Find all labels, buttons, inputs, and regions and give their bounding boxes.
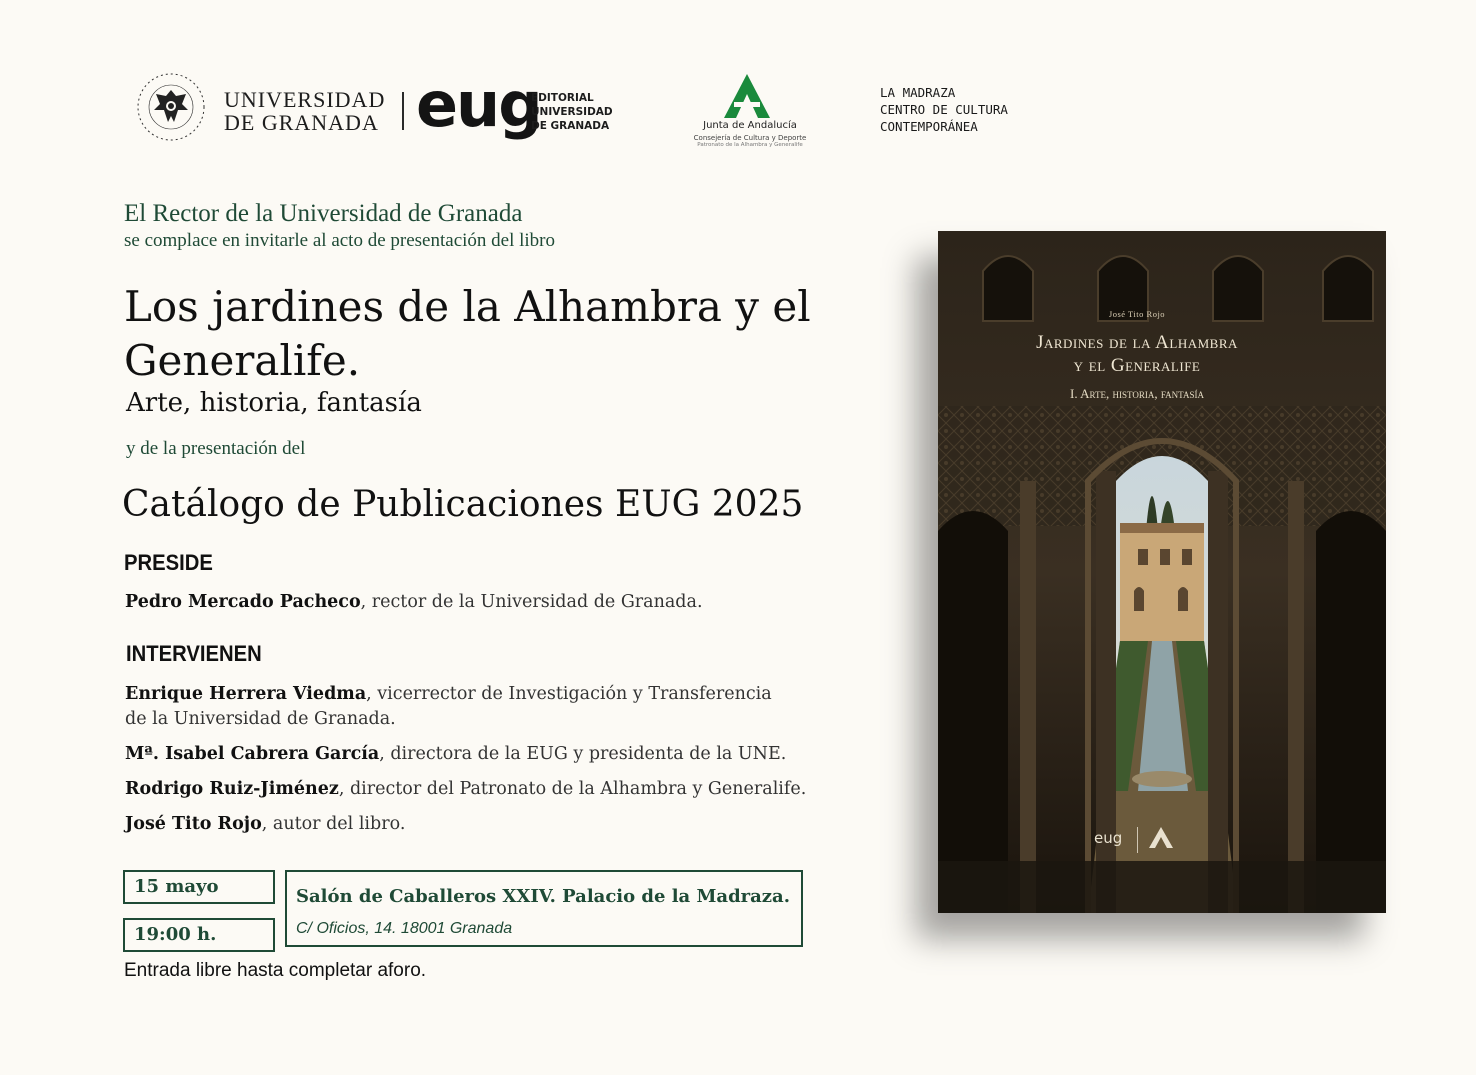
- person-name: Rodrigo Ruiz-Jiménez: [125, 779, 339, 799]
- rector-heading: El Rector de la Universidad de Granada: [124, 200, 523, 227]
- event-time: 19:00 h.: [134, 924, 217, 945]
- book-subtitle: Arte, historia, fantasía: [126, 388, 422, 418]
- madraza-logo: [880, 84, 1008, 135]
- preside-heading: PRESIDE: [124, 550, 213, 575]
- venue-name: Salón de Caballeros XXIV. Palacio de la Madraza.: [296, 886, 790, 907]
- person-entry: [125, 812, 825, 837]
- madraza-line1: LA MADRAZA: [880, 85, 956, 100]
- intervienen-heading: INTERVIENEN: [126, 641, 262, 666]
- person-name: Mª. Isabel Cabrera García: [125, 744, 380, 764]
- cover-publisher-logo: eug: [1094, 829, 1123, 847]
- person-entry: [125, 777, 825, 802]
- event-venue-box: [285, 870, 803, 947]
- ugr-wordmark: [224, 88, 385, 134]
- venue-address: C/ Oficios, 14. 18001 Granada: [296, 920, 513, 937]
- ugr-seal-logo: [136, 72, 206, 142]
- person-role: , rector de la Universidad de Granada.: [360, 592, 703, 612]
- event-date: 15 mayo: [134, 876, 219, 897]
- invite-text: se complace en invitarle al acto de presentación del libro: [124, 230, 556, 251]
- event-time-box: [123, 918, 275, 952]
- cover-logo-divider: [1137, 827, 1138, 853]
- cover-author: José Tito Rojo: [1108, 309, 1166, 319]
- person-entry: [125, 682, 825, 732]
- cover-title: [938, 331, 1336, 377]
- event-date-box: [123, 870, 275, 904]
- eug-sub-line2: UNIVERSIDAD: [531, 106, 613, 118]
- person-role: , autor del libro.: [261, 814, 406, 834]
- junta-department: Consejería de Cultura y Deporte: [693, 134, 807, 142]
- person-entry: [125, 742, 825, 767]
- and-presentation-text: y de la presentación del: [126, 438, 306, 459]
- junta-name: Junta de Andalucía: [703, 120, 797, 131]
- person-role-line2: de la Universidad de Granada.: [125, 709, 396, 729]
- logo-divider: [402, 92, 404, 130]
- eug-logo: eug: [416, 68, 541, 141]
- book-title: Los jardines de la Alhambra y el Generalife.: [124, 282, 811, 385]
- madraza-line3: CONTEMPORÁNEA: [880, 119, 978, 134]
- book-cover: [938, 231, 1386, 913]
- madraza-line2: CENTRO DE CULTURA: [880, 102, 1008, 117]
- person-name: Pedro Mercado Pacheco: [125, 592, 361, 612]
- eug-sub-line1: EDITORIAL: [531, 92, 594, 104]
- person-name: Enrique Herrera Viedma: [125, 684, 367, 704]
- person-name: José Tito Rojo: [125, 814, 262, 834]
- ugr-name-line1: UNIVERSIDAD: [224, 87, 386, 112]
- person-role: , directora de la EUG y presidenta de la UNE.: [379, 744, 787, 764]
- ugr-name-line2: DE GRANADA: [224, 110, 379, 135]
- eug-sub-line3: DE GRANADA: [531, 120, 610, 132]
- cover-title-line2: y el Generalife: [1073, 355, 1201, 376]
- catalog-title: Catálogo de Publicaciones EUG 2025: [122, 484, 804, 525]
- person-role: , vicerrector de Investigación y Transferencia: [366, 684, 772, 704]
- person-role: , director del Patronato de la Alhambra y Generalife.: [338, 779, 807, 799]
- eug-subtitle: [531, 91, 613, 133]
- cover-volume: I. Arte, historia, fantasía: [1070, 386, 1204, 401]
- junta-patronato: Patronato de la Alhambra y Generalife: [697, 142, 803, 148]
- cover-title-line1: Jardines de la Alhambra: [1036, 332, 1238, 353]
- cover-junta-icon: [1146, 826, 1176, 852]
- person-entry: [125, 590, 825, 615]
- junta-andalucia-icon: [720, 72, 774, 120]
- entry-note: Entrada libre hasta completar aforo.: [124, 960, 427, 981]
